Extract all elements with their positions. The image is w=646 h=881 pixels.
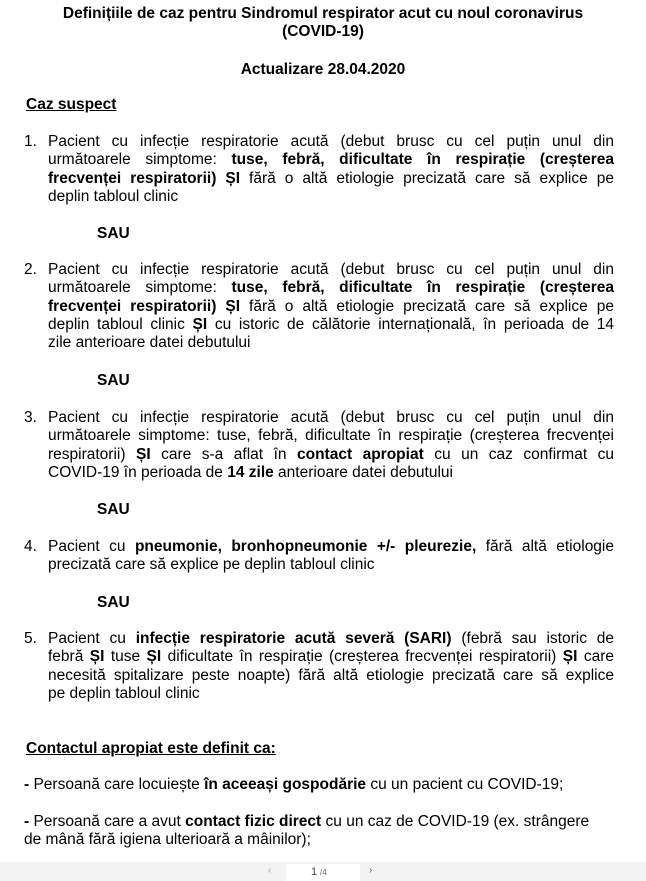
item-number: 1. (24, 133, 37, 150)
title-line-1: Definițiile de caz pentru Sindromul respirator acut cu noul coronavirus (62, 5, 584, 22)
item-line: Pacient cu infecție respiratorie acută (debut brusc cu cel puțin unul din (48, 409, 614, 426)
item-line: pe deplin tabloul clinic (48, 684, 200, 702)
contact-item (24, 776, 624, 794)
item-line: respiratorii) ȘI care s-a aflat în contact apropiat cu un caz confirmat cu (48, 445, 614, 463)
contact-line: - Persoană care locuiește în aceeași gospodărie cu un pacient cu COVID-19; (24, 776, 564, 793)
title-line-2: (COVID-19) (282, 23, 364, 40)
item-text (48, 133, 614, 206)
item-line: următoarele simptome: tuse, febră, dificultate în respirație (creșterea (48, 279, 614, 297)
item-line: febră ȘI tuse ȘI dificultate în respirație (creșterea frecvenței respiratorii) ȘI care (48, 648, 614, 666)
item-line: zile anterioare datei debutului (48, 334, 251, 352)
list-item (24, 630, 614, 703)
item-text (48, 538, 614, 575)
document-title (0, 5, 646, 41)
update-date: Actualizare 28.04.2020 (240, 61, 406, 78)
list-item (24, 409, 614, 482)
item-text (48, 261, 614, 352)
item-text (48, 630, 614, 703)
contact-line: de mână fără igiena ulterioară a mâinilor); (24, 831, 311, 849)
total-pages: /4 (320, 868, 327, 877)
item-line: Pacient cu pneumonie, bronhopneumonie +/- pleurezie, fără altă etiologie (48, 538, 614, 555)
contact-line: - Persoană care a avut contact fizic direct cu un caz de COVID-19 (ex. strângere (24, 813, 590, 830)
current-page: 1 (311, 866, 318, 878)
list-item (24, 133, 614, 206)
list-item (24, 538, 614, 575)
item-line: precizată care să explice pe deplin tabloul clinic (48, 556, 375, 574)
item-line: următoarele simptome: tuse, febră, dificultate în respirație (creșterea frecvenței (48, 427, 614, 445)
item-number: 5. (24, 630, 37, 647)
item-line: Pacient cu infecție respiratorie acută (debut brusc cu cel puțin unul din (48, 261, 614, 278)
item-line: necesită spitalizare peste noapte) fără altă etiologie precizată care să explice (48, 666, 614, 684)
or-separator: SAU (97, 225, 130, 242)
list-item (24, 261, 614, 352)
page-navigation-bar (0, 862, 646, 881)
or-separator: SAU (97, 372, 130, 389)
item-number: 4. (24, 538, 37, 555)
contact-heading: Contactul apropiat este definit ca: (26, 740, 276, 757)
or-separator: SAU (97, 594, 130, 611)
item-line: frecvenței respiratorii) ȘI fără o altă etiologie precizată care să explice pe (48, 297, 614, 315)
item-line: deplin tabloul clinic ȘI cu istoric de călătorie internațională, în perioada de 14 (48, 315, 614, 333)
item-line: deplin tabloul clinic (48, 187, 179, 205)
contact-item (24, 813, 624, 850)
item-number: 3. (24, 409, 37, 426)
item-text (48, 409, 614, 482)
or-separator: SAU (97, 501, 130, 518)
suspect-case-heading: Caz suspect (26, 96, 117, 113)
item-number: 2. (24, 261, 37, 278)
chevron-left-icon[interactable]: ‹ (268, 865, 272, 876)
item-line: următoarele simptome: tuse, febră, dificultate în respirație (creșterea (48, 151, 614, 169)
item-line: Pacient cu infecție respiratorie acută severă (SARI) (febră sau istoric de (48, 630, 614, 647)
item-line: frecvenței respiratorii) ȘI fără o altă etiologie precizată care să explice pe (48, 169, 614, 187)
chevron-right-icon[interactable]: › (369, 865, 373, 876)
item-line: Pacient cu infecție respiratorie acută (debut brusc cu cel puțin unul din (48, 133, 614, 150)
item-line: COVID-19 în perioada de 14 zile anterioare datei debutului (48, 463, 453, 481)
